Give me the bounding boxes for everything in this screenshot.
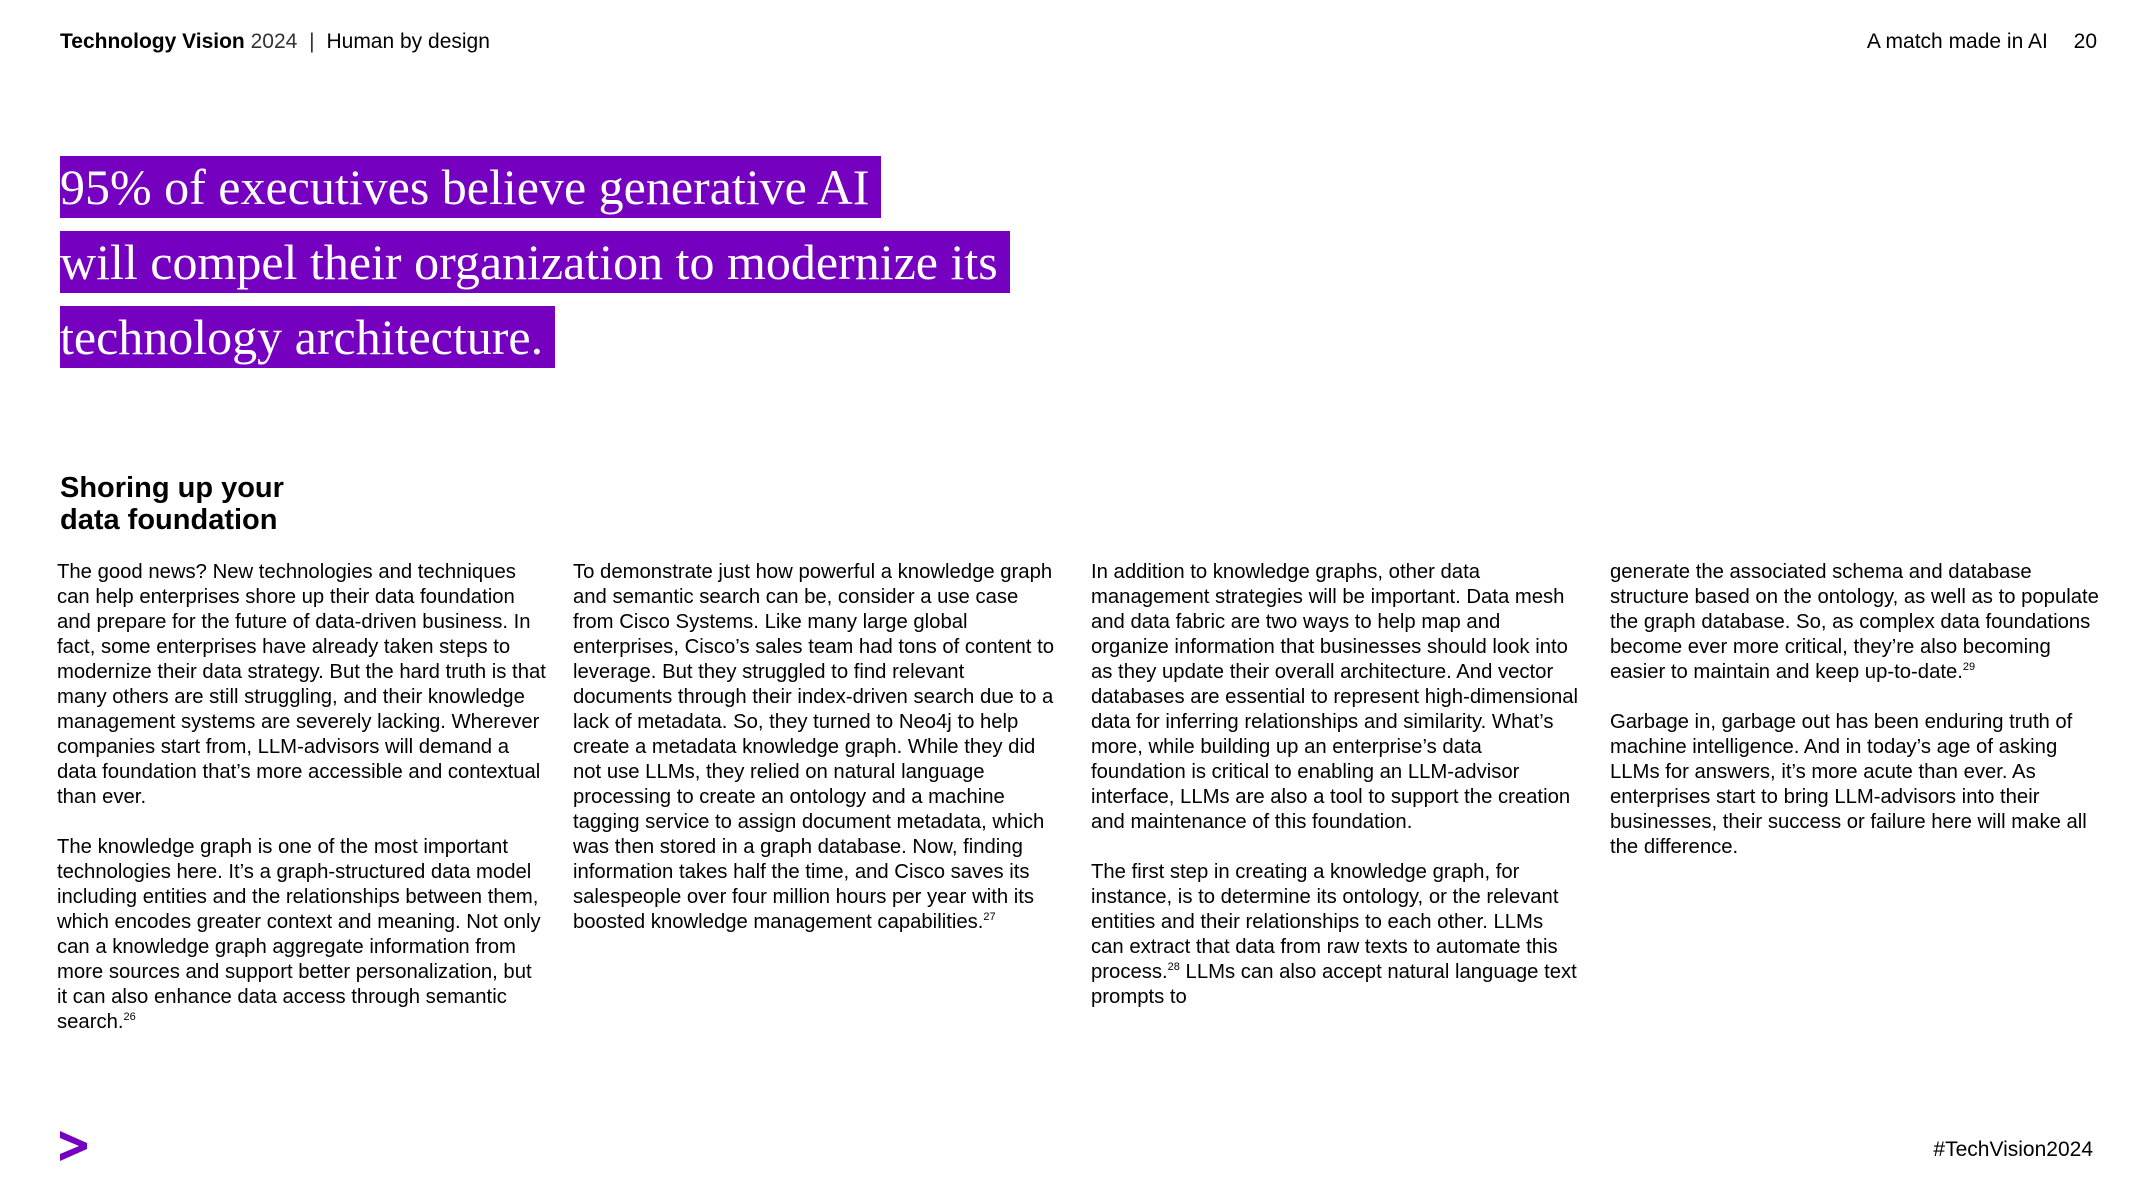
- headline-line-1: 95% of executives believe generative AI: [60, 156, 881, 218]
- paragraph: Garbage in, garbage out has been enduring truth of machine intelligence. And in today’s age of asking LLMs for answers, it’s more acute than ever. As enterprises start to bring LLM-advisors into their businesses, their success or failure here will make all the difference.: [1610, 711, 2087, 858]
- section-heading-line-2: data foundation: [60, 504, 278, 536]
- paragraph-text: The first step in creating a knowledge graph, for instance, is to determine its ontology, or the relevant entities and their relationships to each other. LLMs can extract that data from raw texts to automate this process.: [1091, 861, 1559, 983]
- report-subtitle: Human by design: [326, 30, 490, 53]
- text-column-3: [1091, 560, 1581, 1035]
- accenture-chevron-icon: [58, 1131, 87, 1161]
- paragraph: [1091, 860, 1581, 1010]
- paragraph: [573, 560, 1063, 935]
- section-heading: [60, 472, 284, 536]
- footnote-ref: 28: [1167, 961, 1180, 973]
- footnote-ref: 29: [1962, 661, 1976, 673]
- section-heading-line-1: Shoring up your: [60, 472, 284, 504]
- page-number: 20: [2073, 30, 2097, 53]
- footer-hashtag: #TechVision2024: [1933, 1138, 2093, 1161]
- headline-line-3: technology architecture.: [60, 306, 555, 368]
- footnote-ref: 26: [123, 1011, 136, 1023]
- paragraph-text: The knowledge graph is one of the most important technologies here. It’s a graph-structured data model including entities and the relationships between them, which encodes greater context and meaning. Not only can a knowledge graph aggregate information from more sources and support better personalization, but it can also enhance data access through semantic search.: [57, 836, 541, 1033]
- paragraph: [57, 835, 547, 1035]
- headline-callout: [60, 156, 1160, 381]
- header-section-info: [1867, 30, 2097, 54]
- paragraph: [1610, 560, 2100, 685]
- footnote-ref: 27: [983, 911, 996, 923]
- header-separator: |: [309, 30, 315, 53]
- paragraph: The good news? New technologies and techniques can help enterprises shore up their data foundation and prepare for the future of data-driven business. In fact, some enterprises have already taken steps to modernize their data strategy. But the hard truth is that many others are still struggling, and their knowledge management systems are severely lacking. Wherever companies start from, LLM-advisors will demand a data foundation that’s more accessible and contextual than ever.: [57, 561, 546, 808]
- paragraph-text-continued: LLMs can also accept natural language text prompts to: [1091, 961, 1577, 1008]
- text-column-1: [57, 560, 547, 1060]
- paragraph-text: To demonstrate just how powerful a knowledge graph and semantic search can be, consider a use case from Cisco Systems. Like many large global enterprises, Cisco’s sales team had tons of content to leverage. But they struggled to find relevant documents through their index-driven search due to a lack of metadata. So, they turned to Neo4j to help create a metadata knowledge graph. While they did not use LLMs, they relied on natural language processing to create an ontology and a machine tagging service to assign document metadata, which was then stored in a graph database. Now, finding information takes half the time, and Cisco saves its salespeople over four million hours per year with its boosted knowledge management capabilities.: [573, 561, 1054, 933]
- text-column-2: [573, 560, 1063, 960]
- report-year: 2024: [250, 30, 298, 53]
- header-title: [60, 30, 490, 54]
- section-name: A match made in AI: [1866, 30, 2048, 53]
- headline-line-2: will compel their organization to modernize its: [60, 231, 1010, 293]
- paragraph: In addition to knowledge graphs, other data management strategies will be important. Data mesh and data fabric are two ways to help map and organize information that businesses should look into as they update their overall architecture. And vector databases are essential to represent high-dimensional data for inferring relationships and similarity. What’s more, while building up an enterprise’s data foundation is critical to enabling an LLM-advisor interface, LLMs are also a tool to support the creation and maintenance of this foundation.: [1091, 561, 1579, 833]
- paragraph-text: generate the associated schema and database structure based on the ontology, as well as to populate the graph database. So, as complex data foundations become ever more critical, they’re also becoming easier to maintain and keep up-to-date.: [1610, 561, 2099, 683]
- text-column-4: [1610, 560, 2100, 885]
- brand-name: Technology Vision: [60, 30, 245, 53]
